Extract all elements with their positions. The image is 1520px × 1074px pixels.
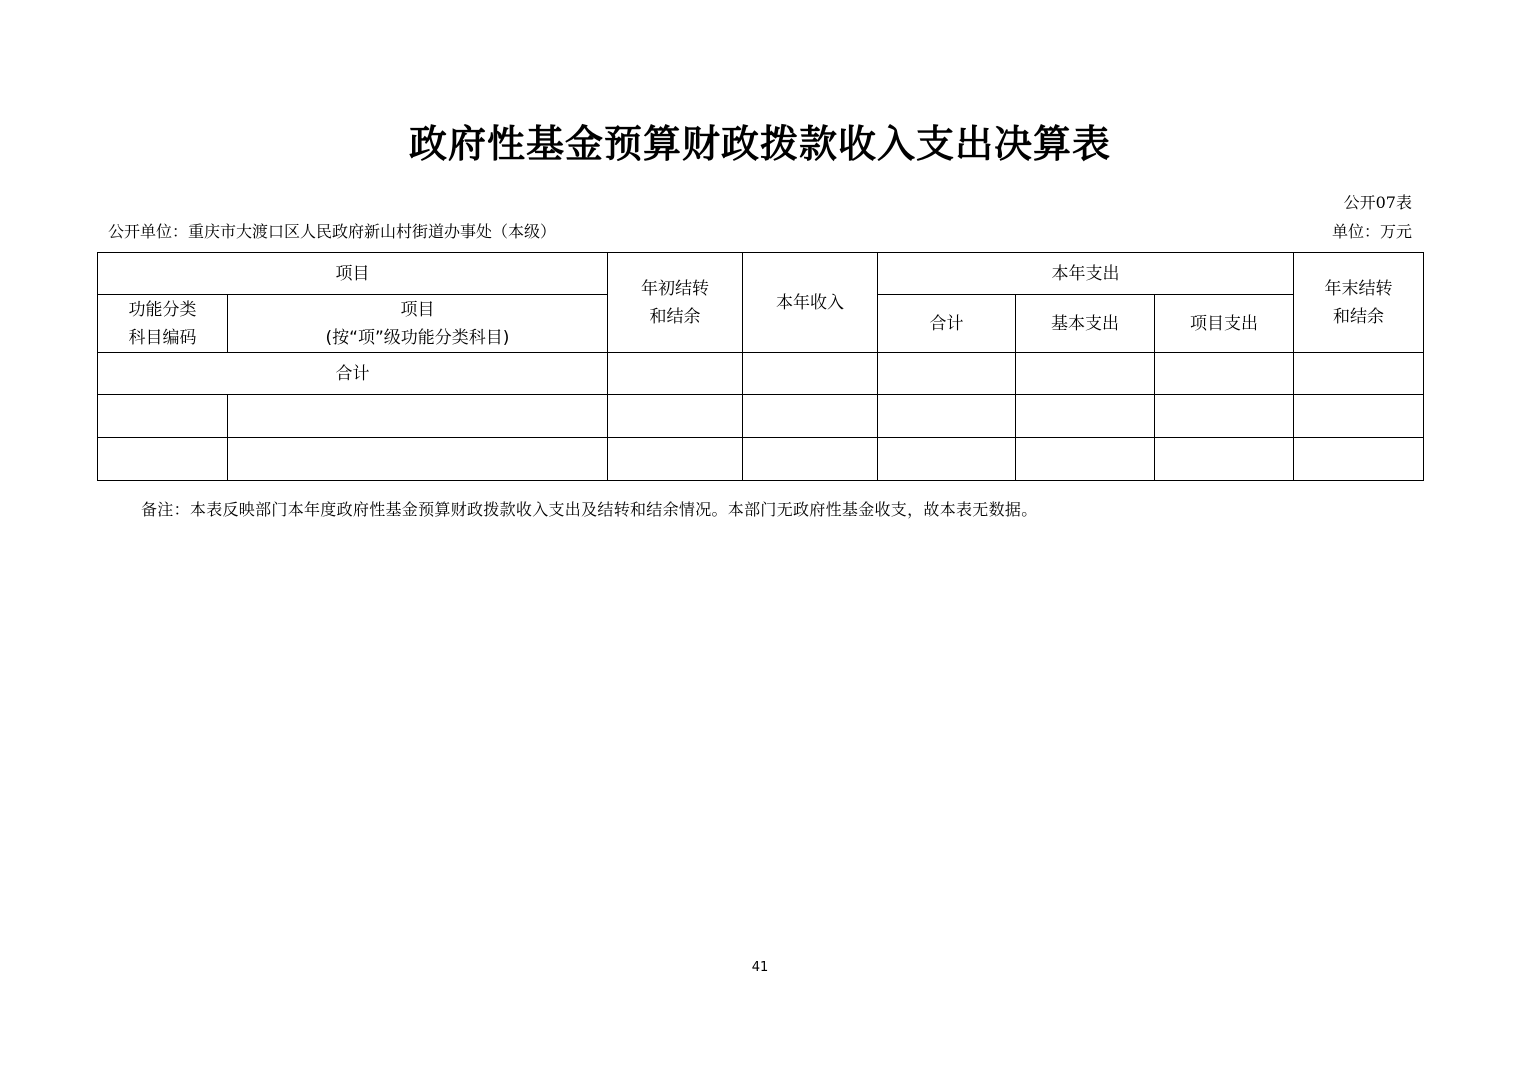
row-item [228, 438, 608, 481]
total-expense-project [1155, 353, 1294, 395]
total-end-balance [1294, 353, 1424, 395]
total-expense-basic [1016, 353, 1155, 395]
header-item-line2: (按“项”级功能分类科目) [325, 327, 510, 348]
row-expense-project [1155, 438, 1294, 481]
header-begin-balance [608, 253, 743, 353]
row-expense-total [878, 438, 1016, 481]
reporting-unit: 公开单位：重庆市大渡口区人民政府新山村街道办事处（本级） [108, 222, 557, 241]
header-expense-total: 合计 [878, 295, 1016, 353]
table-note: 备注：本表反映部门本年度政府性基金预算财政拨款收入支出及结转和结余情况。本部门无政府性基金收支，故本表无数据。 [141, 500, 1038, 519]
table-row [98, 395, 1424, 438]
header-func-code-line1: 功能分类 [128, 299, 197, 320]
header-begin-balance-line2: 和结余 [649, 306, 701, 327]
page-title: 政府性基金预算财政拨款收入支出决算表 [408, 122, 1111, 166]
header-expense-project: 项目支出 [1155, 295, 1294, 353]
header-end-balance-line1: 年末结转 [1324, 278, 1393, 299]
row-expense-total [878, 395, 1016, 438]
row-expense-project [1155, 395, 1294, 438]
total-begin-balance [608, 353, 743, 395]
header-project: 项目 [98, 253, 608, 295]
table-row [98, 438, 1424, 481]
header-begin-balance-line1: 年初结转 [641, 278, 709, 299]
fund-budget-table [97, 252, 1424, 481]
header-expense: 本年支出 [878, 253, 1294, 295]
row-begin-balance [608, 395, 743, 438]
row-income [743, 438, 878, 481]
row-code [98, 395, 228, 438]
header-func-code-line2: 科目编码 [128, 327, 197, 348]
row-begin-balance [608, 438, 743, 481]
total-income [743, 353, 878, 395]
total-row [98, 353, 1424, 395]
header-item [228, 295, 608, 353]
row-end-balance [1294, 438, 1424, 481]
header-func-code [98, 295, 228, 353]
header-expense-basic: 基本支出 [1016, 295, 1155, 353]
row-code [98, 438, 228, 481]
header-end-balance-line2: 和结余 [1333, 306, 1384, 327]
measurement-unit: 单位：万元 [1331, 222, 1412, 241]
row-expense-basic [1016, 395, 1155, 438]
header-row-1 [98, 253, 1424, 295]
row-income [743, 395, 878, 438]
header-item-line1: 项目 [400, 299, 435, 320]
row-expense-basic [1016, 438, 1155, 481]
header-income: 本年收入 [743, 253, 878, 353]
total-expense-total [878, 353, 1016, 395]
table-number: 公开07表 [1343, 193, 1412, 212]
total-label: 合计 [98, 353, 608, 395]
header-end-balance [1294, 253, 1424, 353]
row-end-balance [1294, 395, 1424, 438]
row-item [228, 395, 608, 438]
page-number: 41 [751, 960, 769, 975]
